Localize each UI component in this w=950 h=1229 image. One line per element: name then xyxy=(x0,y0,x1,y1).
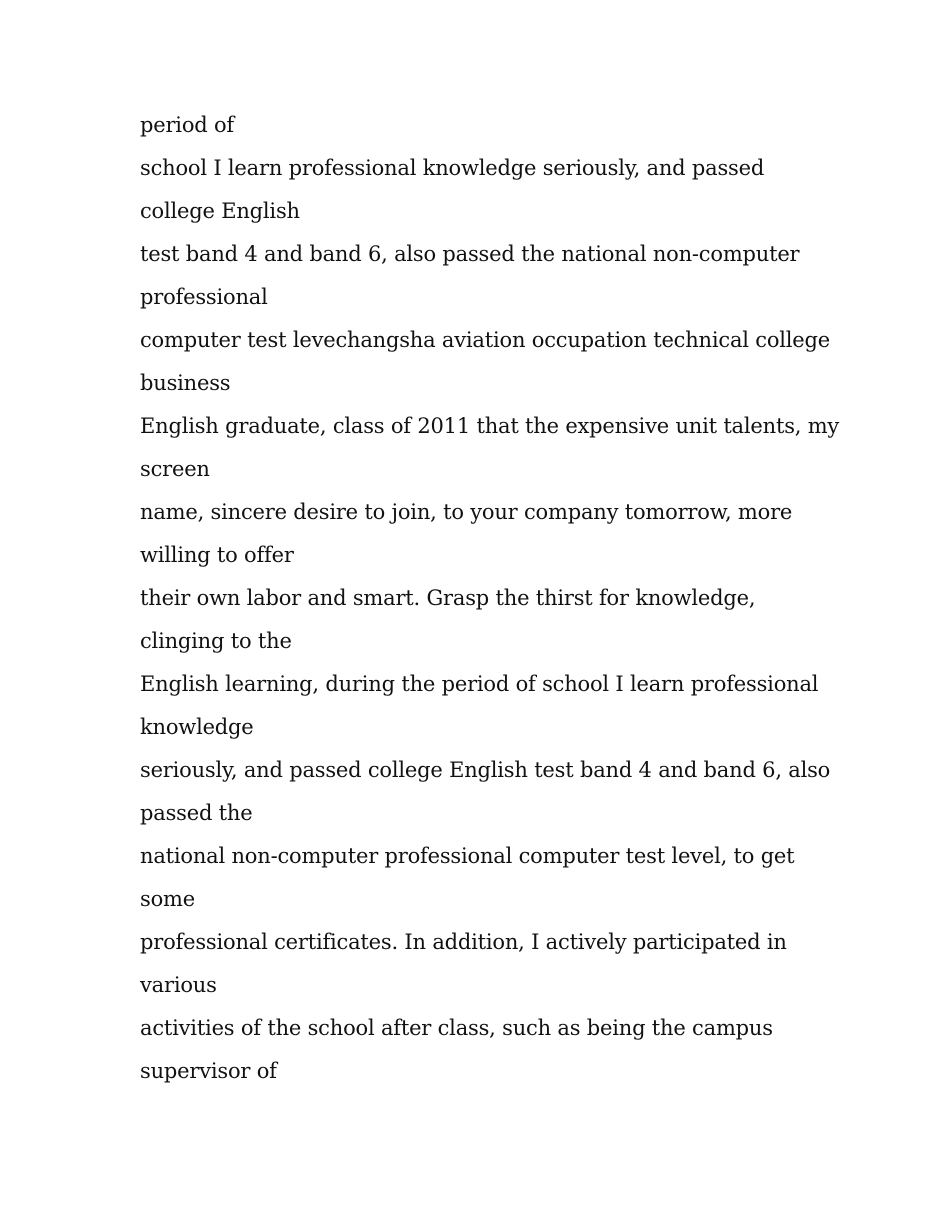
text-line: English graduate, class of 2011 that the expensive unit talents, my xyxy=(140,414,840,438)
text-line: passed the xyxy=(140,801,253,825)
text-line: clinging to the xyxy=(140,629,292,653)
text-line: screen xyxy=(140,457,210,481)
text-line: seriously, and passed college English test band 4 and band 6, also xyxy=(140,758,831,782)
text-line: computer test levechangsha aviation occupation technical college xyxy=(140,328,831,352)
text-line: national non-computer professional computer test level, to get xyxy=(140,844,795,868)
text-line: business xyxy=(140,371,231,395)
text-line: activities of the school after class, such as being the campus xyxy=(140,1016,773,1040)
document-page xyxy=(140,104,840,1093)
text-line: supervisor of xyxy=(140,1059,277,1083)
text-line: period of xyxy=(140,113,235,137)
text-line: test band 4 and band 6, also passed the national non-computer xyxy=(140,242,800,266)
text-line: their own labor and smart. Grasp the thirst for knowledge, xyxy=(140,586,756,610)
text-line: willing to offer xyxy=(140,543,294,567)
text-line: professional certificates. In addition, I actively participated in xyxy=(140,930,787,954)
text-line: name, sincere desire to join, to your company tomorrow, more xyxy=(140,500,793,524)
text-line: college English xyxy=(140,199,300,223)
text-line: various xyxy=(140,973,217,997)
text-line: professional xyxy=(140,285,268,309)
text-line: some xyxy=(140,887,195,911)
text-line: knowledge xyxy=(140,715,254,739)
text-line: school I learn professional knowledge seriously, and passed xyxy=(140,156,765,180)
text-line: English learning, during the period of school I learn professional xyxy=(140,672,819,696)
